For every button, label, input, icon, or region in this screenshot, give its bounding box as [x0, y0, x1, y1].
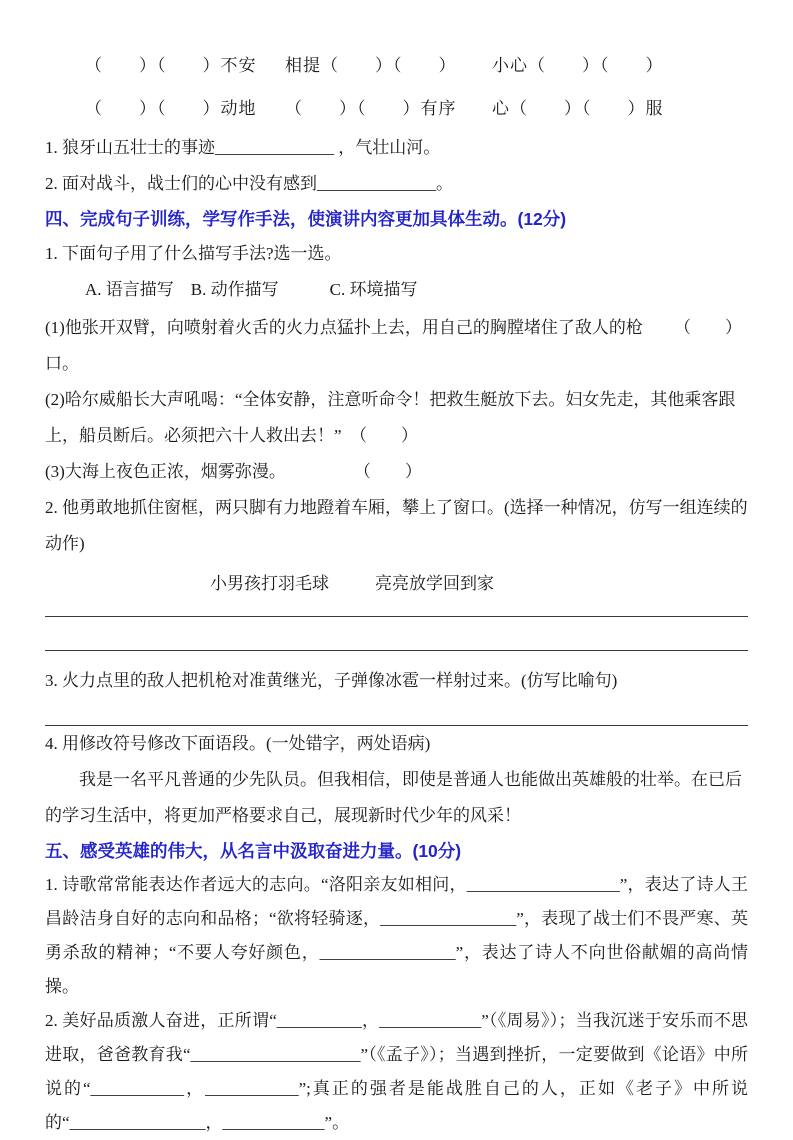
answer-line: [45, 617, 748, 651]
q2-prompt-2: 亮亮放学回到家: [375, 574, 494, 593]
idiom-blank: 心（ ）（ ）服: [492, 99, 664, 118]
idiom-blank: （ ）（ ）有序: [285, 99, 457, 118]
q4-paragraph: 我是一名平凡普通的少先队员。但我相信，即使是普通人也能做出英雄般的壮举。在已后的学习生活中，将更加严格要求自己，展现新时代少年的风采！: [45, 770, 742, 825]
q1-options: A. 语言描写 B. 动作描写 C. 环境描写: [85, 280, 418, 299]
fill-sentence-2: 2. 面对战斗，战士们的心中没有感到______________。: [45, 174, 453, 193]
q2-stem: 2. 他勇敢地抓住窗框，两只脚有力地蹬着车厢，攀上了窗口。(选择一种情况，仿写一组连续的动作): [45, 498, 748, 553]
answer-line: [45, 602, 748, 617]
q1-item-1: [45, 310, 748, 382]
q4-stem: 4. 用修改符号修改下面语段。(一处错字，两处语病): [45, 734, 431, 753]
q2-prompt-1: 小男孩打羽毛球: [210, 574, 329, 593]
section-5-title: 五、感受英雄的伟大，从名言中汲取奋进力量。(10分): [45, 841, 462, 861]
q1-item-1-text: (1)他张开双臂，向喷射着火舌的火力点猛扑上去，用自己的胸膛堵住了敌人的枪口。: [45, 318, 643, 373]
idiom-fill-grid: [45, 44, 748, 130]
fill-sentence-1: 1. 狼牙山五壮士的事迹______________ ，气壮山河。: [45, 138, 441, 157]
q1-item-3: (3)大海上夜色正浓，烟雾弥漫。 （ ）: [45, 462, 422, 481]
idiom-blank: （ ）（ ）动地: [85, 99, 257, 118]
answer-line: [45, 699, 748, 726]
idiom-blank: 小心（ ）（ ）: [492, 56, 664, 75]
q1-stem: 1. 下面句子用了什么描写手法?选一选。: [45, 244, 342, 263]
idiom-blank: （ ）（ ）不安: [85, 56, 257, 75]
s5-q2: 2. 美好品质激人奋进，正所谓“__________，____________”（《周易》）；当我沉迷于安乐而不思进取，爸爸教育我“____________________”（《孟子》）；当遇到挫折，一定要做到《论语》中所说的“___________，___________”;真正的强者是能战胜自己的人，正如《老子》中所说的“________________，____________”。: [45, 1011, 748, 1132]
s5-q1: 1. 诗歌常常能表达作者远大的志向。“洛阳亲友如相问，__________________”，表达了诗人王昌龄洁身自好的志向和品格；“欲将轻骑逐，________________”，表现了战士们不畏严寒、英勇杀敌的精神；“不要人夸好颜色，________________”，表达了诗人不向世俗献媚的高尚情操。: [45, 875, 748, 996]
idiom-blank: 相提（ ）（ ）: [285, 56, 457, 75]
q1-item-1-answer-paren: （ ）: [674, 318, 742, 337]
q1-item-2: (2)哈尔威船长大声吼喝：“全体安静，注意听命令！把救生艇放下去。妇女先走，其他乘客跟上，船员断后。必须把六十人救出去！” （ ）: [45, 390, 736, 445]
section-4-title: 四、完成句子训练，学写作手法，使演讲内容更加具体生动。(12分): [45, 209, 567, 229]
q2-prompts: [210, 566, 748, 602]
q3-stem: 3. 火力点里的敌人把机枪对准黄继光，子弹像冰雹一样射过来。(仿写比喻句): [45, 671, 618, 690]
